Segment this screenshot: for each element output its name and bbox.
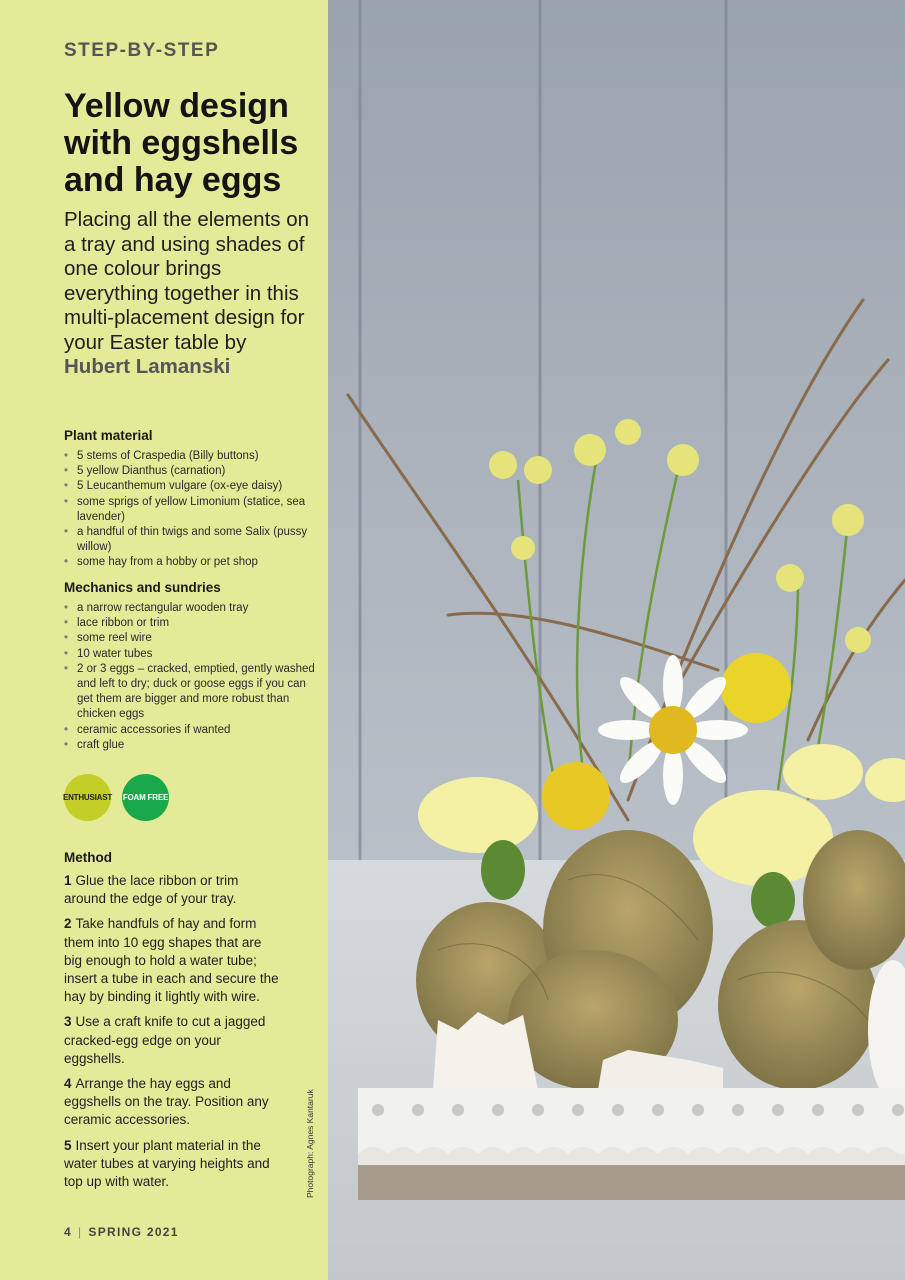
step-number: 5 [64, 1137, 72, 1153]
foam-free-badge: FOAM FREE [122, 774, 169, 821]
standfirst-text: Placing all the elements on a tray and using shades of one colour brings everything together in this multi-placement design for your Easter table by [64, 208, 310, 354]
list-item: • 5 yellow Dianthus (carnation) [64, 464, 319, 479]
plant-material-heading: Plant material [64, 428, 153, 443]
method-step [64, 872, 279, 908]
issue-label: SPRING 2021 [88, 1225, 179, 1239]
list-item: • a narrow rectangular wooden tray [64, 601, 319, 616]
method-heading: Method [64, 850, 112, 865]
method-step [64, 1075, 279, 1130]
list-item: • lace ribbon or trim [64, 616, 319, 631]
enthusiast-badge: ENTHUSIAST [64, 774, 111, 821]
page-footer [64, 1225, 179, 1239]
step-text: Arrange the hay eggs and eggshells on the tray. Position any ceramic accessories. [64, 1076, 269, 1128]
list-item: • some hay from a hobby or pet shop [64, 555, 319, 570]
list-item: • 5 stems of Craspedia (Billy buttons) [64, 449, 319, 464]
method-step [64, 915, 279, 1006]
method-step [64, 1137, 279, 1192]
author-name: Hubert Lamanski [64, 355, 231, 378]
plant-material-list [64, 449, 319, 571]
list-item: • craft glue [64, 738, 319, 753]
photo-credit: Photograph: Agnes Kantaruk [305, 1089, 315, 1198]
step-text: Insert your plant material in the water tubes at varying heights and top up with water. [64, 1137, 270, 1190]
standfirst [64, 208, 319, 380]
section-kicker: STEP-BY-STEP [64, 40, 220, 61]
page-number: 4 [64, 1225, 72, 1239]
arrangement-photo [328, 0, 905, 1280]
list-item: • some reel wire [64, 631, 319, 646]
list-item: • ceramic accessories if wanted [64, 723, 319, 738]
step-text: Glue the lace ribbon or trim around the edge of your tray. [64, 873, 239, 907]
footer-divider: | [77, 1225, 83, 1239]
step-number: 3 [64, 1014, 72, 1030]
mechanics-list [64, 601, 319, 753]
list-item: • 2 or 3 eggs – cracked, emptied, gently washed and left to dry; duck or goose eggs if you can get them are bigger and more robust than chicken eggs [64, 662, 319, 723]
mechanics-heading: Mechanics and sundries [64, 580, 221, 595]
method-steps [64, 872, 279, 1198]
step-number: 1 [64, 873, 72, 888]
list-item: • 10 water tubes [64, 647, 319, 662]
article-title: Yellow design with eggshells and hay eggs [64, 87, 299, 199]
step-text: Use a craft knife to cut a jagged cracked-egg edge on your eggshells. [64, 1014, 266, 1066]
text-column [0, 0, 328, 1280]
list-item: • 5 Leucanthemum vulgare (ox-eye daisy) [64, 479, 319, 494]
list-item: • a handful of thin twigs and some Salix (pussy willow) [64, 525, 319, 555]
method-step [64, 1013, 279, 1068]
list-item: • some sprigs of yellow Limonium (statice, sea lavender) [64, 495, 319, 525]
step-text: Take handfuls of hay and form them into 10 egg shapes that are big enough to hold a water tube; insert a tube in each and secure the hay by binding it lightly with wire. [64, 916, 279, 1005]
arrangement-illustration [328, 0, 905, 1280]
step-number: 4 [64, 1076, 72, 1092]
step-number: 2 [64, 916, 72, 932]
